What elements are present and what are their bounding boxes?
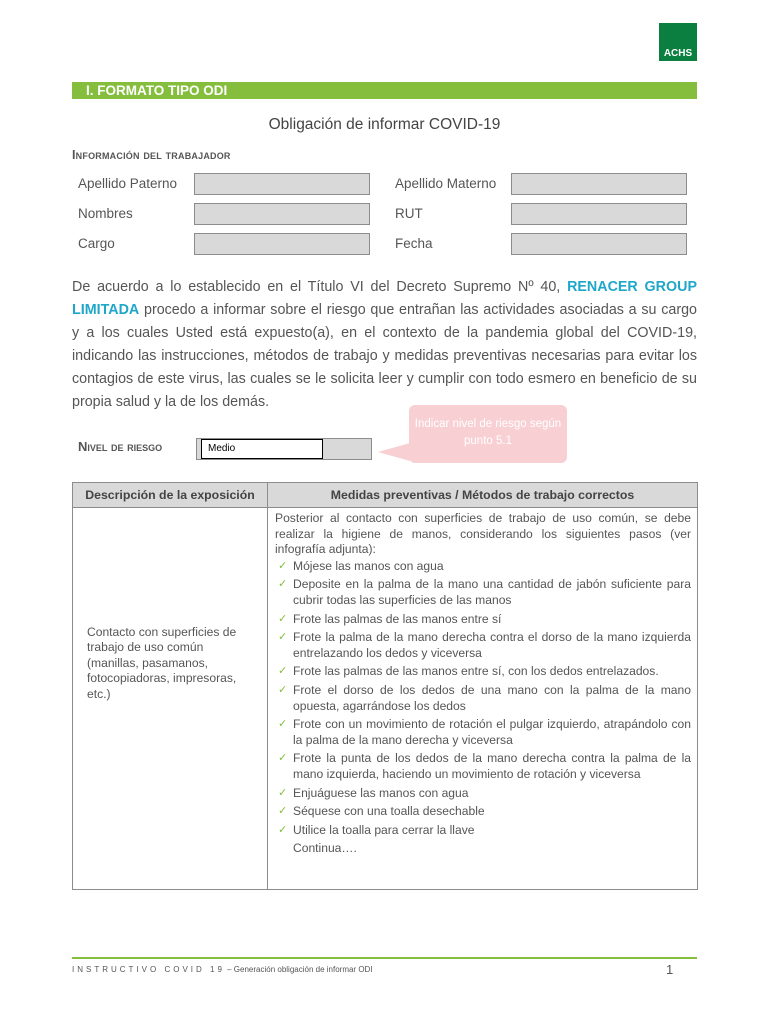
fecha-field[interactable]	[511, 233, 687, 255]
footer-text	[72, 965, 373, 974]
list-item	[275, 612, 691, 628]
checkmark-icon: ✓	[278, 631, 288, 644]
checkmark-icon: ✓	[278, 559, 288, 572]
document-title: Obligación de informar COVID-19	[268, 116, 501, 133]
checkmark-icon: ✓	[278, 823, 288, 836]
step-text: Deposite en la palma de la mano una cantidad de jabón suficiente para cubrir todas las superficies de las manos	[293, 577, 691, 607]
step-text: Enjuáguese las manos con agua	[293, 785, 469, 800]
step-text: Utilice la toalla para cerrar la llave	[293, 822, 475, 837]
apellido-materno-label: Apellido Materno	[395, 176, 497, 191]
nombres-field[interactable]	[194, 203, 370, 225]
list-item	[275, 664, 691, 680]
measures-intro: Posterior al contacto con superficies de trabajo de uso común, se debe realizar la higiene de manos, considerando los siguientes pasos (ver infografía adjunta):	[275, 511, 691, 557]
callout-pointer	[378, 443, 410, 461]
step-text: Mójese las manos con agua	[293, 558, 444, 573]
step-text: Frote con un movimiento de rotación el pulgar izquierdo, atrapándolo con la palma de la mano derecha y viceversa	[293, 717, 691, 747]
exposure-cell	[73, 508, 268, 890]
apellido-paterno-label: Apellido Paterno	[78, 176, 178, 191]
fecha-label: Fecha	[395, 236, 433, 251]
steps-list	[275, 559, 691, 839]
exposure-description: Contacto con superficies de trabajo de uso común (manillas, pasamanos, fotocopiadoras, impresoras, etc.)	[87, 624, 237, 701]
step-text: Séquese con una toalla desechable	[293, 804, 485, 819]
cargo-field[interactable]	[194, 233, 370, 255]
apellido-materno-field[interactable]	[511, 173, 687, 195]
footer-divider	[72, 957, 697, 959]
checkmark-icon: ✓	[278, 718, 288, 731]
rut-label: RUT	[395, 206, 423, 221]
list-item	[275, 717, 691, 748]
risk-level-select[interactable]: Medio	[201, 439, 323, 459]
list-item	[275, 751, 691, 782]
step-text: Frote la palma de la mano derecha contra el dorso de la mano izquierda entrelazando los dedos y viceversa	[293, 630, 691, 660]
cargo-label: Cargo	[78, 236, 115, 251]
table-header-row	[73, 483, 698, 508]
step-text: Frote la punta de los dedos de la mano derecha contra la palma de la mano izquierda, haciendo un movimiento de rotación y viceversa	[293, 751, 691, 781]
list-item	[275, 823, 691, 839]
nombres-label: Nombres	[78, 206, 133, 221]
measures-table	[72, 482, 698, 890]
step-text: Frote las palmas de las manos entre sí, con los dedos entrelazados.	[293, 664, 659, 679]
intro-text-before: De acuerdo a lo establecido en el Título VI del Decreto Supremo Nº 40,	[72, 279, 568, 295]
worker-info-heading: Información del trabajador	[72, 148, 231, 162]
list-item	[275, 559, 691, 575]
checkmark-icon: ✓	[278, 665, 288, 678]
continua-text: Continua….	[293, 841, 357, 856]
list-item	[275, 804, 691, 820]
measures-cell	[268, 508, 698, 890]
company-name: RENACER GROUP LIMITADA	[72, 279, 697, 319]
apellido-paterno-field[interactable]	[194, 173, 370, 195]
measures-header: Medidas preventivas / Métodos de trabajo correctos	[268, 483, 698, 508]
checkmark-icon: ✓	[278, 612, 288, 625]
checkmark-icon: ✓	[278, 578, 288, 591]
checkmark-icon: ✓	[278, 805, 288, 818]
step-text: Frote las palmas de las manos entre sí	[293, 611, 502, 626]
checkmark-icon: ✓	[278, 752, 288, 765]
section-header: I. FORMATO TIPO ODI	[72, 82, 697, 99]
risk-callout-note: Indicar nivel de riesgo según punto 5.1	[409, 405, 567, 463]
list-item	[275, 630, 691, 661]
list-item	[275, 786, 691, 802]
rut-field[interactable]	[511, 203, 687, 225]
page-number: 1	[666, 962, 674, 977]
list-item	[275, 577, 691, 608]
table-row	[73, 508, 698, 890]
intro-text-after: procedo a informar sobre el riesgo que entrañan las actividades asociadas a su cargo y a los cuales Usted está expuesto(a), en el contexto de la pandemia global del COVID-19, indicando las instrucciones, métodos de trabajo y medidas preventivas necesarias para evitar los contagios de este virus, las cuales se le solicita leer y cumplir con todo esmero en beneficio de su propia salud y la de los demás.	[72, 302, 697, 411]
step-text: Frote el dorso de los dedos de una mano con la palma de la mano opuesta, agarrándose los dedos	[293, 682, 691, 713]
achs-logo	[659, 23, 697, 61]
logo-text: ACHS	[663, 48, 693, 59]
risk-level-label: Nivel de riesgo	[78, 439, 163, 454]
list-item	[275, 683, 691, 714]
checkmark-icon: ✓	[278, 786, 288, 799]
footer-rest-text: – Generación obligación de informar ODI	[224, 965, 373, 974]
exposure-header: Descripción de la exposición	[73, 483, 268, 508]
intro-paragraph	[72, 276, 697, 415]
checkmark-icon: ✓	[278, 683, 288, 696]
footer-caps-text: INSTRUCTIVO COVID 19	[72, 965, 225, 974]
